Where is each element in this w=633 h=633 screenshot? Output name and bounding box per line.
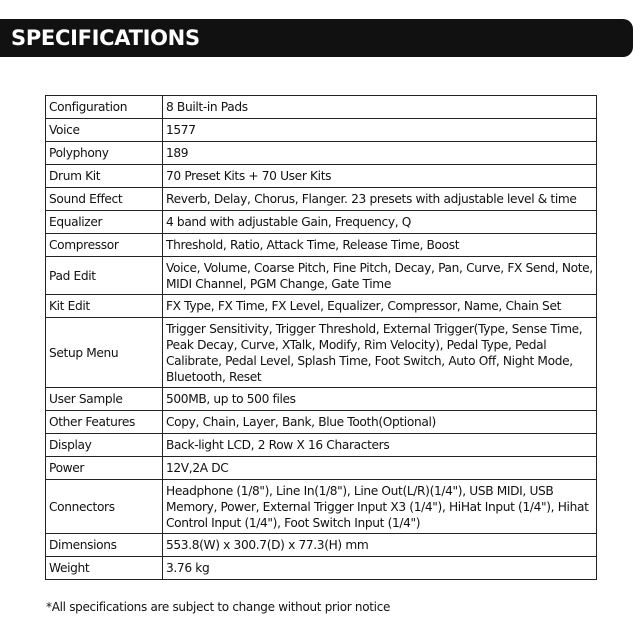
table-row	[46, 557, 597, 580]
spec-value: 1577	[163, 119, 597, 142]
spec-label: Setup Menu	[46, 318, 163, 388]
table-row	[46, 142, 597, 165]
spec-value: Copy, Chain, Layer, Bank, Blue Tooth(Optional)	[163, 411, 597, 434]
table-row	[46, 234, 597, 257]
spec-value: Trigger Sensitivity, Trigger Threshold, External Trigger(Type, Sense Time, Peak Decay, Curve, XTalk, Modify, Rim Velocity), Pedal Type, Pedal Calibrate, Pedal Level, Splash Time, Foot Switch, Auto Off, Night Mode, Bluetooth, Reset	[163, 318, 597, 388]
header-banner	[0, 19, 633, 57]
spec-value: 4 band with adjustable Gain, Frequency, Q	[163, 211, 597, 234]
spec-label: Pad Edit	[46, 257, 163, 295]
table-row	[46, 388, 597, 411]
specifications-table	[45, 95, 597, 580]
table-row	[46, 211, 597, 234]
table-row	[46, 318, 597, 388]
page-title: SPECIFICATIONS	[11, 26, 200, 50]
spec-label: Drum Kit	[46, 165, 163, 188]
spec-label: User Sample	[46, 388, 163, 411]
spec-value: 12V,2A DC	[163, 457, 597, 480]
table-row	[46, 188, 597, 211]
table-row	[46, 434, 597, 457]
spec-value: 70 Preset Kits + 70 User Kits	[163, 165, 597, 188]
spec-value: 500MB, up to 500 files	[163, 388, 597, 411]
table-row	[46, 534, 597, 557]
spec-value: 3.76 kg	[163, 557, 597, 580]
spec-label: Sound Effect	[46, 188, 163, 211]
table-row	[46, 119, 597, 142]
spec-value: Reverb, Delay, Chorus, Flanger. 23 presets with adjustable level & time	[163, 188, 597, 211]
spec-value: Voice, Volume, Coarse Pitch, Fine Pitch, Decay, Pan, Curve, FX Send, Note, MIDI Channel, PGM Change, Gate Time	[163, 257, 597, 295]
spec-value: FX Type, FX Time, FX Level, Equalizer, Compressor, Name, Chain Set	[163, 295, 597, 318]
spec-value: 189	[163, 142, 597, 165]
spec-value: Threshold, Ratio, Attack Time, Release Time, Boost	[163, 234, 597, 257]
spec-value: 8 Built-in Pads	[163, 96, 597, 119]
spec-value: 553.8(W) x 300.7(D) x 77.3(H) mm	[163, 534, 597, 557]
spec-value: Headphone (1/8"), Line In(1/8"), Line Out(L/R)(1/4"), USB MIDI, USB Memory, Power, External Trigger Input X3 (1/4"), HiHat Input (1/4"), Hihat Control Input (1/4"), Foot Switch Input (1/4")	[163, 480, 597, 534]
spec-label: Dimensions	[46, 534, 163, 557]
table-row	[46, 165, 597, 188]
table-row	[46, 457, 597, 480]
table-row	[46, 96, 597, 119]
spec-label: Connectors	[46, 480, 163, 534]
spec-label: Voice	[46, 119, 163, 142]
spec-label: Other Features	[46, 411, 163, 434]
spec-label: Compressor	[46, 234, 163, 257]
table-row	[46, 295, 597, 318]
spec-label: Equalizer	[46, 211, 163, 234]
spec-label: Configuration	[46, 96, 163, 119]
spec-label: Weight	[46, 557, 163, 580]
spec-value: Back-light LCD, 2 Row X 16 Characters	[163, 434, 597, 457]
table-row	[46, 411, 597, 434]
spec-label: Power	[46, 457, 163, 480]
table-row	[46, 257, 597, 295]
spec-label: Display	[46, 434, 163, 457]
spec-label: Polyphony	[46, 142, 163, 165]
table-row	[46, 480, 597, 534]
footnote: *All specifications are subject to change without prior notice	[46, 600, 391, 614]
spec-label: Kit Edit	[46, 295, 163, 318]
